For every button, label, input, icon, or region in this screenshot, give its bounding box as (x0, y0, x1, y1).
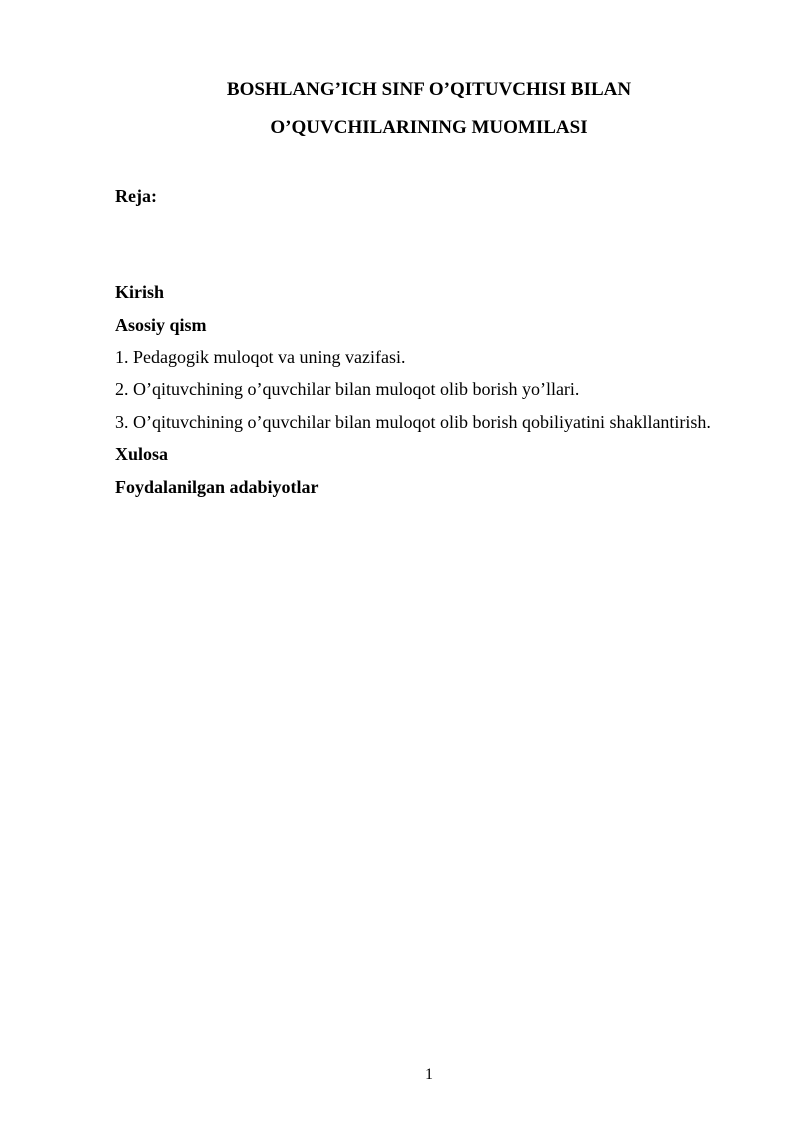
plan-heading: Reja: (115, 186, 157, 206)
plan-item-1: 1. Pedagogik muloqot va uning vazifasi. (115, 347, 406, 367)
page-number: 1 (425, 1066, 433, 1083)
references-heading: Foydalanilgan adabiyotlar (115, 477, 319, 497)
document-title-line-1: BOSHLANG’ICH SINF O’QITUVCHISI BILAN (226, 79, 632, 100)
plan-item-3: 3. O’qituvchining o’quvchilar bilan muloqot olib borish qobiliyatini shakllantirish. (115, 412, 711, 432)
conclusion-heading: Xulosa (115, 444, 169, 464)
main-part-heading: Asosiy qism (115, 315, 207, 335)
document-title-line-2: O’QUVCHILARINING MUOMILASI (270, 117, 588, 138)
plan-item-2: 2. O’qituvchining o’quvchilar bilan muloqot olib borish yo’llari. (115, 379, 580, 399)
introduction-heading: Kirish (115, 282, 165, 302)
